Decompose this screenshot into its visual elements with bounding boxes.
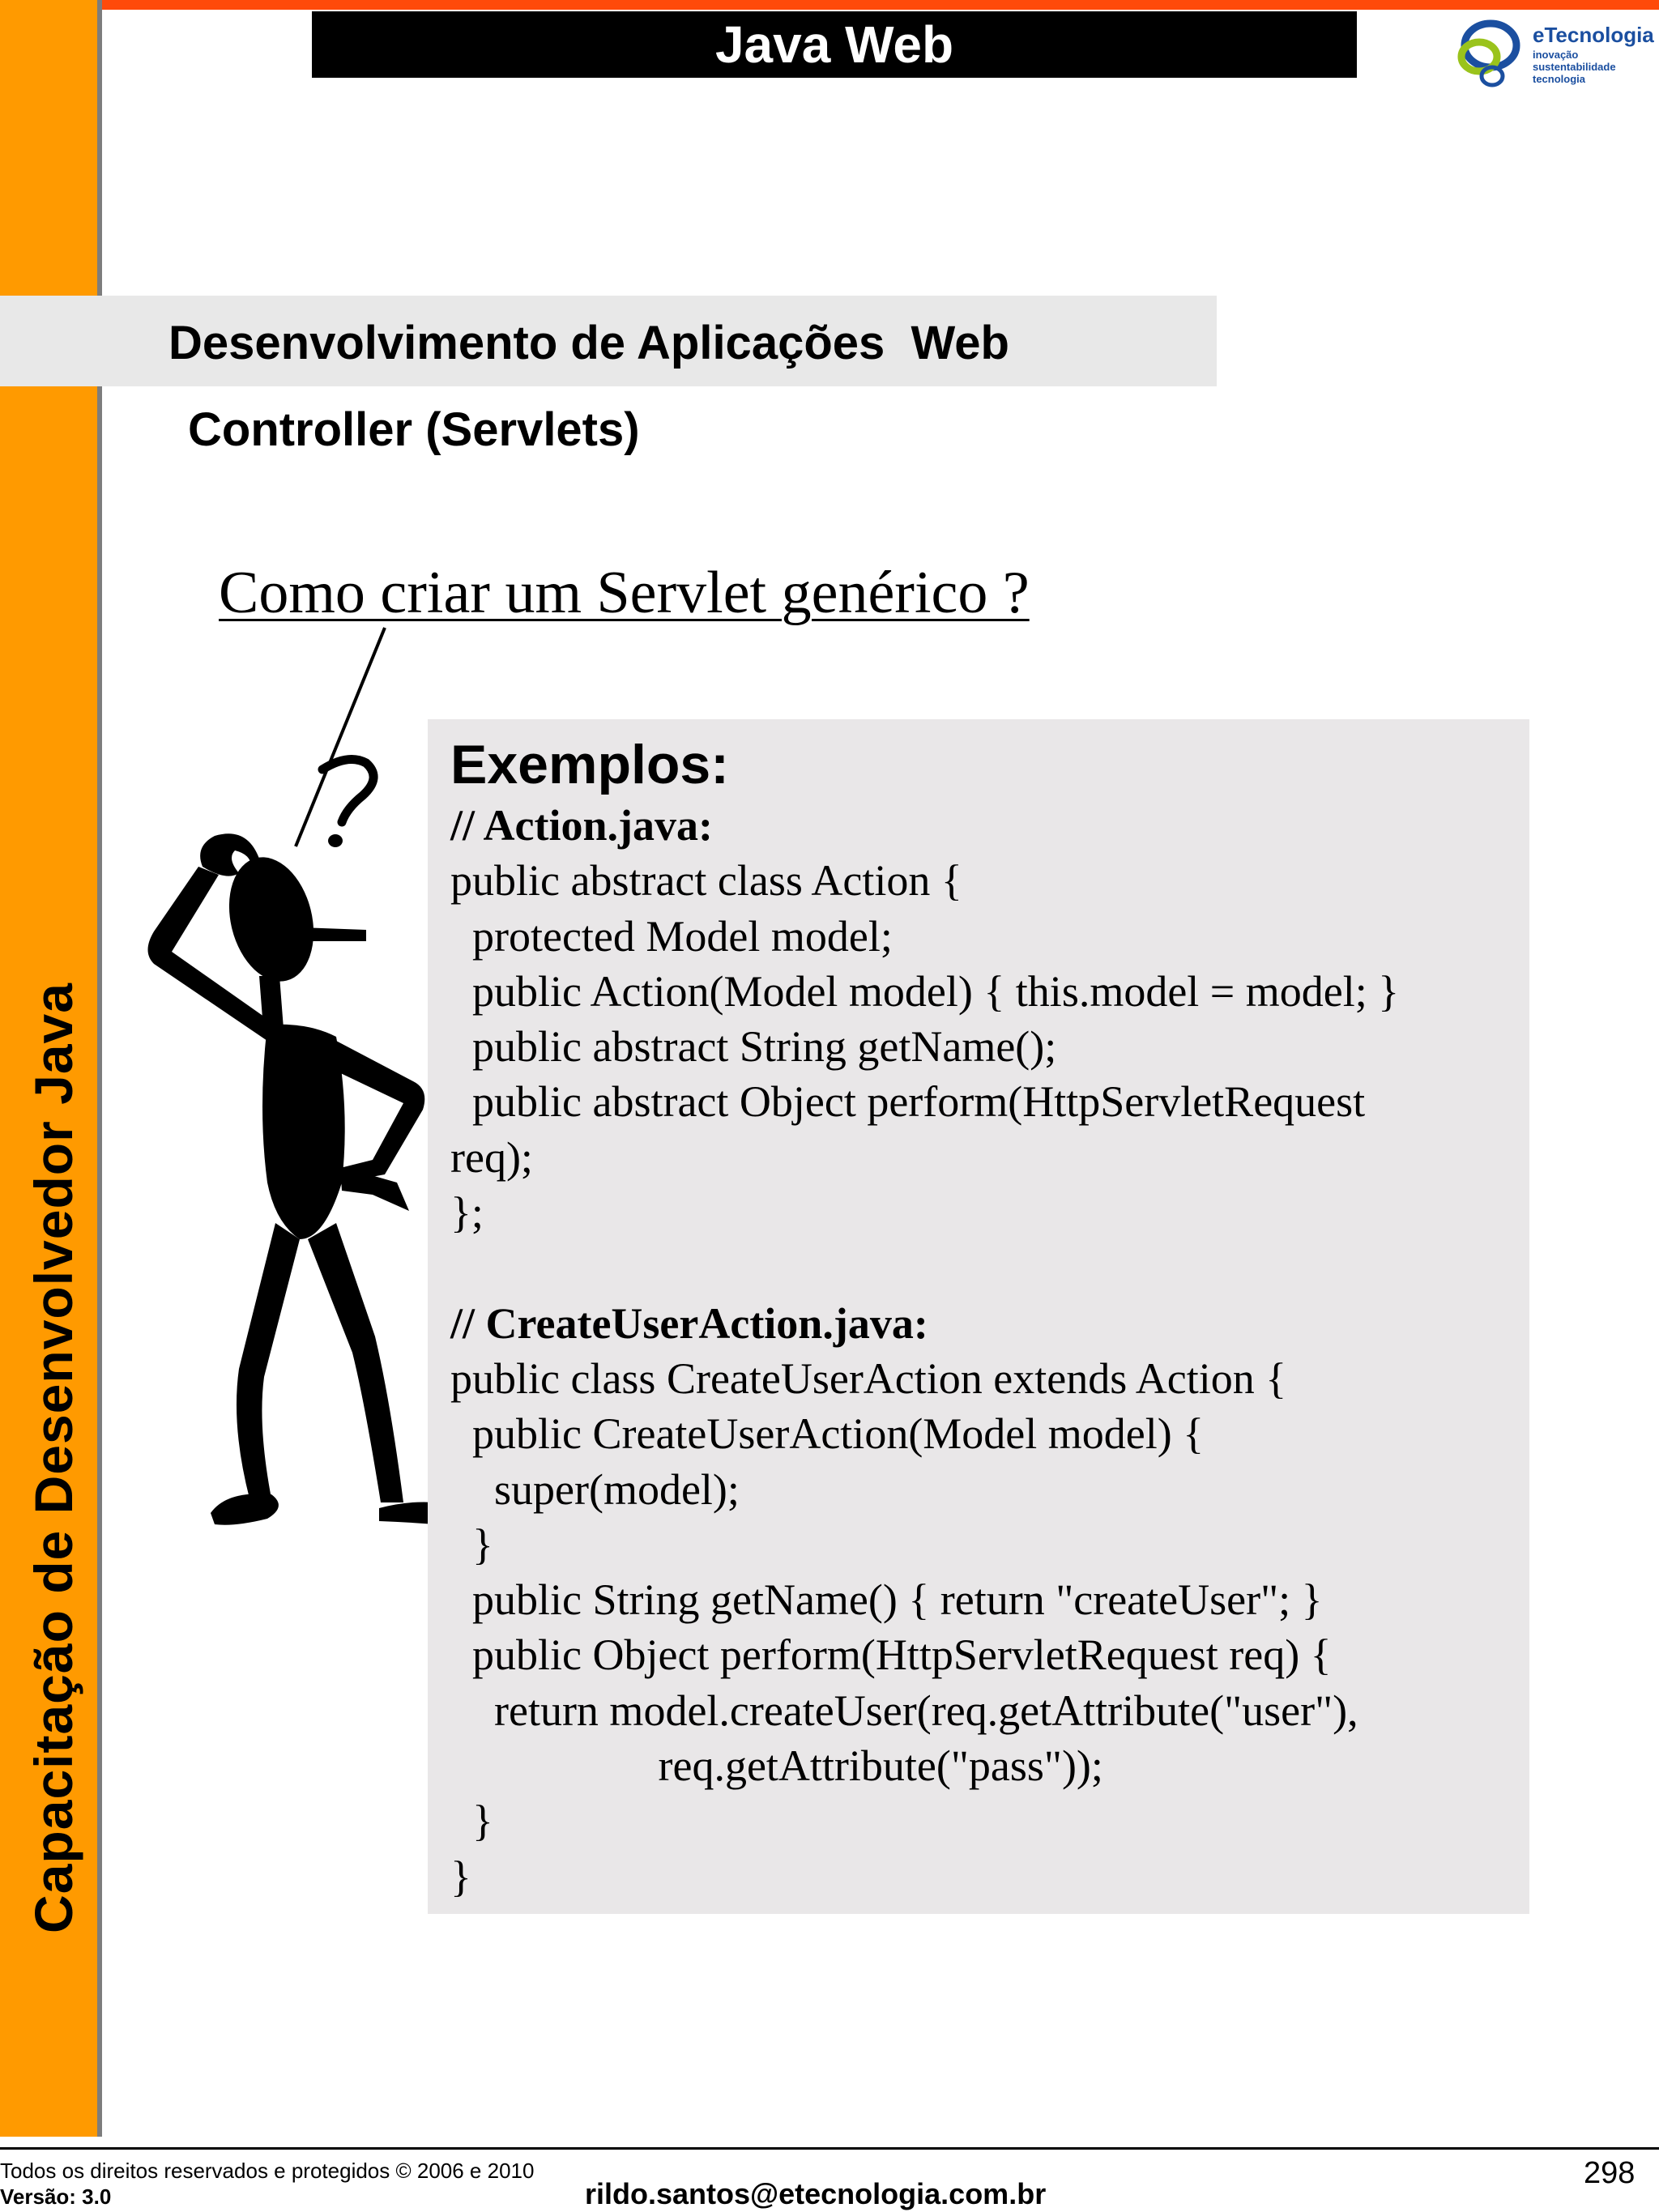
- logo-rings-icon: [1450, 15, 1531, 96]
- logo-name: eTecnologia: [1533, 23, 1654, 47]
- code-line: public Action(Model model) { this.model = model; }: [450, 966, 1400, 1016]
- top-accent-rule: [0, 0, 1659, 10]
- code-line: // Action.java:: [450, 801, 713, 850]
- footer-rule: [0, 2147, 1659, 2150]
- logo-tagline-3: tecnologia: [1533, 73, 1586, 85]
- footer-email: rildo.santos@etecnologia.com.br: [585, 2177, 1047, 2210]
- examples-heading: Exemplos:: [450, 734, 729, 795]
- sidebar-title: Capacitação de Desenvolvedor Java: [23, 982, 83, 1933]
- code-line: public abstract String getName();: [450, 1022, 1057, 1072]
- code-line: req.getAttribute("pass"));: [450, 1741, 1103, 1791]
- code-line: req);: [450, 1132, 533, 1182]
- code-line: }: [450, 1796, 493, 1846]
- code-line: public CreateUserAction(Model model) {: [450, 1409, 1205, 1459]
- code-line: public abstract Object perform(HttpServletRequest: [450, 1077, 1366, 1127]
- code-line: }: [450, 1852, 471, 1901]
- logo-tagline-2: sustentabilidade: [1533, 61, 1616, 73]
- code-line: return model.createUser(req.getAttribute("user"),: [450, 1686, 1358, 1735]
- page-number: 298: [1584, 2156, 1636, 2190]
- section-title: Desenvolvimento de Aplicações Web: [168, 317, 1009, 369]
- code-line: public abstract class Action {: [450, 856, 962, 906]
- code-line: // CreateUserAction.java:: [450, 1298, 928, 1348]
- footer-copyright: Todos os direitos reservados e protegidos © 2006 e 2010: [0, 2159, 535, 2183]
- logo-tagline-1: inovação: [1533, 49, 1579, 61]
- page-header-title: Java Web: [312, 11, 1357, 78]
- section-subtitle: Controller (Servlets): [188, 403, 640, 456]
- code-line: }: [450, 1519, 493, 1569]
- code-line: public class CreateUserAction extends Action {: [450, 1353, 1287, 1403]
- code-line: [450, 1240, 1399, 1295]
- question-heading: Como criar um Servlet genérico ?: [219, 560, 1030, 626]
- code-line: protected Model model;: [450, 911, 893, 961]
- code-line: super(model);: [450, 1464, 740, 1514]
- code-listing: [450, 798, 1399, 1904]
- code-line: };: [450, 1188, 484, 1238]
- code-line: public String getName() { return "createUser"; }: [450, 1575, 1323, 1625]
- code-line: public Object perform(HttpServletRequest req) {: [450, 1630, 1332, 1680]
- etecnologia-logo: [1450, 15, 1653, 96]
- footer-version: Versão: 3.0: [0, 2184, 112, 2209]
